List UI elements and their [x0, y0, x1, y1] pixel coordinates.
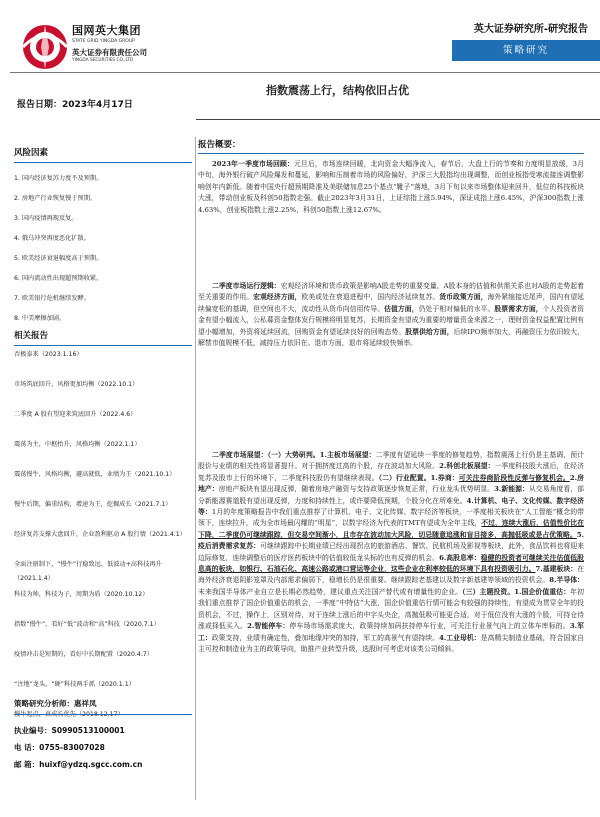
- logic-body: 个人投资者资金有望小幅流入，公私募资金整体发行规模将明显复苏，长期资金有望成为重要的增量资金来源之一，理财资金权益配置比例有望小幅增加，外资将延续回流，回购资金有望延续良好的回购态势。: [198, 304, 584, 336]
- logic-sub: 股票供给方面，: [405, 327, 454, 336]
- related-report-link[interactable]: “注地”龙头，“硬”科技两手抓（2020.1.1）: [14, 681, 135, 688]
- risk-item: 5. 欧美经济衰退幅度高于预期。: [14, 255, 103, 262]
- summary-paragraph-outlook: [198, 450, 584, 817]
- summary-heading: 报告概要：: [198, 138, 584, 154]
- outlook-body: 停车场市场需求庞大，政策持续加码扶持停车行业，可关注行业景气向上的立体车库标的。: [289, 622, 570, 631]
- related-report-link[interactable]: 慢牛后期，偏重结构，增速为王，挖掘成长（2021.7.1）: [14, 501, 172, 508]
- company-logo-text: [72, 22, 212, 63]
- risk-list: [14, 169, 192, 329]
- yingda-logo-icon: [20, 22, 70, 72]
- logic-lead: 二季度市场运行逻辑：: [212, 282, 281, 290]
- header-divider: [10, 72, 600, 73]
- outlook-body: 二季度有望延续一季度的修复趋势，指数震荡上行仍是主基调，预计股价与业绩的相关性将显著提升。对于拥挤度过高的个股，存在波动加大风险。: [198, 451, 584, 471]
- risk-item: 6. 国内流动性出现超预期收紧。: [14, 275, 103, 282]
- risk-heading: 风险因素: [14, 146, 192, 163]
- outlook-body: 房地产板块有望出现反弹，随着房地产融资与支持政策逐步恢复正常，行业龙头优势明显。: [218, 485, 495, 494]
- outlook-sub: 2.科创北板展望：: [439, 462, 495, 471]
- logic-sub: 估值方面，: [384, 304, 419, 313]
- related-report-link[interactable]: 科技为帅，科技为子，周期为盾（2020.10.12）: [14, 591, 149, 598]
- logic-body: 海外紧缩接近尾声，国内有望延续偏宽松的基调，但空间也不大，流动性从货币向信用传导。: [198, 293, 584, 313]
- review-body: 元旦后，市场连续回暖，北向资金大幅净流入，春节后，大盘上行的节奏和力度明显放缓，3月中旬，海外银行破产风险爆发和蔓延，影响和压制着市场的风险偏好，沪深三大股指均出现调整，而创业板指受寒流接连调整影响创年内新低。随着中国央行超预期降准及美联储加息25个基点“靴子”落地，3月下旬以来市场整体迎来回升，低位的科技板块大涨，带动创业板及科创50指数走强。截止2023年3月31日，上证综指上涨5.94%，深证成指上涨6.45%，沪深300指数上涨4.63%，创业板指数上涨2.25%，科创50指数上涨12.67%。: [198, 160, 584, 214]
- outlook-sub: （二）行业配置。1.券商：: [378, 473, 459, 482]
- related-list: [14, 348, 192, 738]
- title-divider: [196, 119, 600, 120]
- analyst-license: 执业编号：S0990513100001: [14, 726, 125, 735]
- logic-body: 后续IPO频率加大，再融资压力依旧较大，解禁市值规模不低，减持压力依旧在。退市方面，退市将延续较快频率。: [198, 327, 584, 348]
- risk-item: 4. 俄乌冲突再度恶化扩散。: [14, 235, 90, 242]
- analyst-phone: 电 话：0755-83007028: [14, 743, 105, 752]
- related-report-link[interactable]: 市场筑底回升，风格更加均衡（2022.10.1）: [14, 381, 139, 388]
- outlook-sub: 3.新能源：: [494, 485, 529, 494]
- report-title: 指数震荡上行，结构依旧占优: [266, 84, 409, 97]
- risk-item: 8. 中美摩擦加剧。: [14, 315, 66, 322]
- related-report-link[interactable]: 二季度 A 股有望迎来筑底回升（2022.4.6）: [14, 411, 137, 418]
- group-name: 国网英大集团: [72, 24, 141, 37]
- risk-item: 1. 国内经济复苏力度不及预期。: [14, 175, 103, 182]
- outlook-body: 一季度科技股大涨后，在经济复苏及股市上行的环境下，二季度科技股仍有望继续表现。: [198, 462, 584, 482]
- outlook-body: 可继续跟踪中长期业绩已经出现拐点的旅游酒店、餐饮、民航机场及影视等板块，此外，食品饮料也将迎来边际修复，连续调整后的医疗医药板块中的估值较低龙头标的也有反弹的机会。: [198, 542, 584, 562]
- outlook-body: 年初我们重点推荐了国企价值重估的机会，一季度“中特估”大涨，国企价值重估行情可能会有较强的持续性，有望成为贯穿全年的投资机会，不过，操作上，区别对待，对于连续上涨后的中字头央企，高抛低吸可能更合适，对于低位没有大涨的个股，可持仓待涨或择低买入。: [198, 587, 584, 631]
- logic-sub: 股票需求方面，: [494, 304, 543, 313]
- risk-item: 7. 欧美银行危机继续发酵。: [14, 295, 90, 302]
- outlook-lead: 二季度市场展望：（一）大势研判。1.主板市场展望：: [212, 451, 376, 459]
- report-header: [0, 0, 600, 74]
- outlook-body: 是高精尖制造业基础，符合国家自主可控和制造业为主的政策导向，助推产业转型升级，选股时可考虑对该类公司倾斜。: [198, 633, 584, 653]
- summary-paragraph-logic: [198, 281, 584, 446]
- outlook-body: 在海外经济衰退阴影笼罩及内部需求偏弱下，稳增长仍是很重要。继续跟踪老基建以及数字新基建等领域的投资机会。: [198, 565, 584, 585]
- outlook-sub: （三）主题投资。1.国企价值重估：: [462, 587, 571, 596]
- outlook-sub: 2.智能停车：: [247, 622, 290, 631]
- related-report-link[interactable]: 疫情冲击是短期的，看好中长期配置（2020.4.7）: [14, 651, 153, 658]
- logic-body: 欧美或处在衰退进程中，国内经济延续复苏。: [301, 293, 440, 302]
- risk-item: 3. 国内疫情再现反复。: [14, 215, 78, 222]
- outlook-emphasis: 稳健的投资者可继续关注估值低股息高的板块，如银行、石油石化、高速公路或港口营运等企业，这些企业在利率较低的环境下具有投资吸引力。: [198, 553, 584, 574]
- logic-sub: 货币政策方面，: [439, 293, 488, 302]
- related-report-link[interactable]: 全面注册制下，“慢牛”行稳致远，低波动+高科技再升（2021.1.4）: [14, 561, 162, 582]
- outlook-emphasis: 不过，连续大涨后，估值性价比在下降，二季度仍可继续跟踪，但交易空间渐小，且市存在波动加大风险，切忌随意追涨和盲目接多，高抛低吸或是占优策略。: [198, 519, 584, 539]
- outlook-body: 1月的年度策略报告中我们重点推荐了计算机、电子、文化传媒、数字经济等板块，一季度相关板块在“人工智能”概念的带领下，连续拉升，成为全市场最闪耀的“明星”，以数字经济为代表的TMT有望成为全年主线，: [198, 508, 584, 528]
- related-report-link[interactable]: 指数“慢牛”，看好“低”波动和“高”科技（2020.7.1）: [14, 621, 160, 628]
- institute-name: 英大证券研究所-研究报告: [473, 24, 588, 35]
- related-report-link[interactable]: 震荡慢牛，风格均衡，避高就低，业绩为王（2021.10.1）: [14, 471, 176, 478]
- company-name: 英大证券有限责任公司: [72, 48, 147, 57]
- column-divider: [195, 137, 196, 800]
- related-report-link[interactable]: 慢牛起点，真成长优先（2018.12.17）: [14, 711, 124, 718]
- outlook-sub: 6.高股息率：: [439, 553, 481, 562]
- outlook-body: 从交易角度看，部分新能源赛道股有望出现反弹，力度和持续性上，或许要降低预期，个股分化在所难免。: [198, 485, 584, 505]
- outlook-body: 未来我国半导体产业自立是长期必然趋势，建议重点关注国产替代或有增量性的企业。: [198, 587, 463, 596]
- analyst-heading: 策略研究分析师：惠祥凤: [14, 698, 192, 715]
- analyst-info: [14, 698, 192, 773]
- outlook-body: 政策支持，业绩有确定性，叠加地缘冲突的加持，军工的高景气有望持续。: [211, 633, 440, 642]
- outlook-sub: 4.计算机、电子、文化传媒、数字经济等：: [198, 496, 584, 517]
- related-heading: 相关报告: [14, 329, 192, 346]
- logic-sub: 宏观经济方面，: [253, 293, 302, 302]
- report-date: 报告日期：2023年4月17日: [17, 100, 133, 110]
- group-name-en: STATE GRID YINGDA GROUP: [72, 39, 135, 44]
- outlook-sub: 8.半导体：: [549, 576, 584, 585]
- analyst-email[interactable]: 邮 箱：huixf@ydzq.sgcc.com.cn: [14, 760, 143, 769]
- summary-paragraph-review: [198, 159, 584, 277]
- outlook-emphasis: 可关注券商阶段性反弹与修复机会。: [458, 473, 570, 482]
- report-type-banner: 策略研究: [452, 40, 600, 61]
- outlook-sub: 7.基建板块：: [535, 565, 578, 574]
- sidebar: [14, 146, 192, 738]
- outlook-sub: 2.房地产：: [198, 473, 584, 494]
- related-report-link[interactable]: 震荡为主，中枢抬升，风格均衡（2022.1.1）: [14, 441, 141, 448]
- risk-item: 2. 房地产行业恢复慢于预期。: [14, 195, 97, 202]
- logic-body: 宏观经济环境和货币政策是影响A股走势的重要变量，A股本身的估值和供需关系也对A股的走势起着至关重要的作用。: [198, 282, 584, 302]
- outlook-sub: 4.工业母机：: [439, 633, 481, 642]
- outlook-sub: 5.疫后消费需求复苏：: [198, 530, 584, 551]
- related-report-link[interactable]: 否极泰来（2023.1.16）: [14, 351, 83, 358]
- logic-body: 仍处于相对偏低的水平。: [418, 304, 495, 313]
- company-name-en: YINGDA SECURITIES CO.,LTD: [72, 58, 134, 63]
- review-lead: 2023年一季度市场回顾：: [212, 160, 294, 168]
- outlook-sub: 3.军工：: [198, 622, 584, 642]
- summary-section: [198, 138, 584, 817]
- related-report-link[interactable]: 经济复苏支撑大盘回升，企业盈利驱动 A 股行情（2021.4.1）: [14, 531, 186, 538]
